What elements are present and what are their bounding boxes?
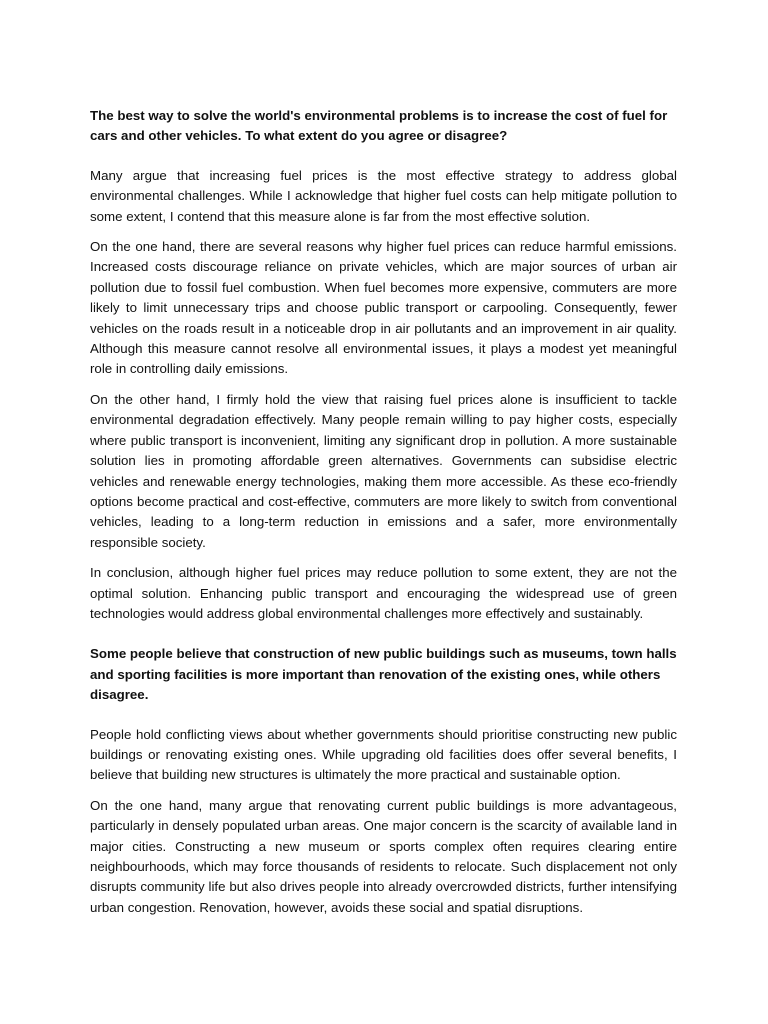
essay2-paragraph-body1: On the one hand, many argue that renovating current public buildings is more advantageous, particularly in densely populated urban areas. One major concern is the scarcity of available land in major cities. Constructing a new museum or sports complex often requires clearing entire neighbourhoods, which may force thousands of residents to relocate. Such displacement not only disrupts community life but also drives people into already overcrowded districts, further intensifying urban congestion. Renovation, however, avoids these social and spatial disruptions.: [90, 797, 677, 915]
essay1-paragraph-body2: On the other hand, I firmly hold the view that raising fuel prices alone is insufficient to tackle environmental degradation effectively. Many people remain willing to pay higher costs, especially where public transport is inconvenient, limiting any significant drop in pollution. A more sustainable solution lies in promoting affordable green alternatives. Governments can subsidise electric vehicles and renewable energy technologies, making them more accessible. As these eco-friendly options become practical and cost-effective, commuters are more likely to switch from conventional vehicles, leading to a long-term reduction in emissions and a safer, more environmentally responsible society.: [90, 391, 677, 550]
essay2-paragraph-intro: People hold conflicting views about whether governments should prioritise constructing new public buildings or renovating existing ones. While upgrading old facilities does offer several benefits, I believe that building new structures is ultimately the more practical and sustainable option.: [90, 726, 677, 783]
essay2-question: Some people believe that construction of new public buildings such as museums, town halls and sporting facilities is more important than renovation of the existing ones, while others disagree.: [90, 646, 677, 703]
essay1-paragraph-body1: On the one hand, there are several reasons why higher fuel prices can reduce harmful emissions. Increased costs discourage reliance on private vehicles, which are major sources of urban air pollution due to fossil fuel combustion. When fuel becomes more expensive, commuters are more likely to limit unnecessary trips and choose public transport or carpooling. Consequently, fewer vehicles on the roads result in a noticeable drop in air pollutants and an improvement in air quality. Although this measure cannot resolve all environmental issues, it plays a modest yet meaningful role in controlling daily emissions.: [90, 239, 677, 377]
essay1-question: The best way to solve the world's environmental problems is to increase the cost of fuel for cars and other vehicles. To what extent do you agree or disagree?: [90, 108, 668, 144]
essay1-paragraph-conclusion: In conclusion, although higher fuel prices may reduce pollution to some extent, they are not the optimal solution. Enhancing public transport and encouraging the widespread use of green technologies would address global environmental challenges more effectively and sustainably.: [90, 565, 677, 621]
document-page: [90, 106, 677, 918]
essay1-paragraph-intro: Many argue that increasing fuel prices is the most effective strategy to address global environmental challenges. While I acknowledge that higher fuel costs can help mitigate pollution to some extent, I contend that this measure alone is far from the most effective solution.: [90, 167, 677, 224]
